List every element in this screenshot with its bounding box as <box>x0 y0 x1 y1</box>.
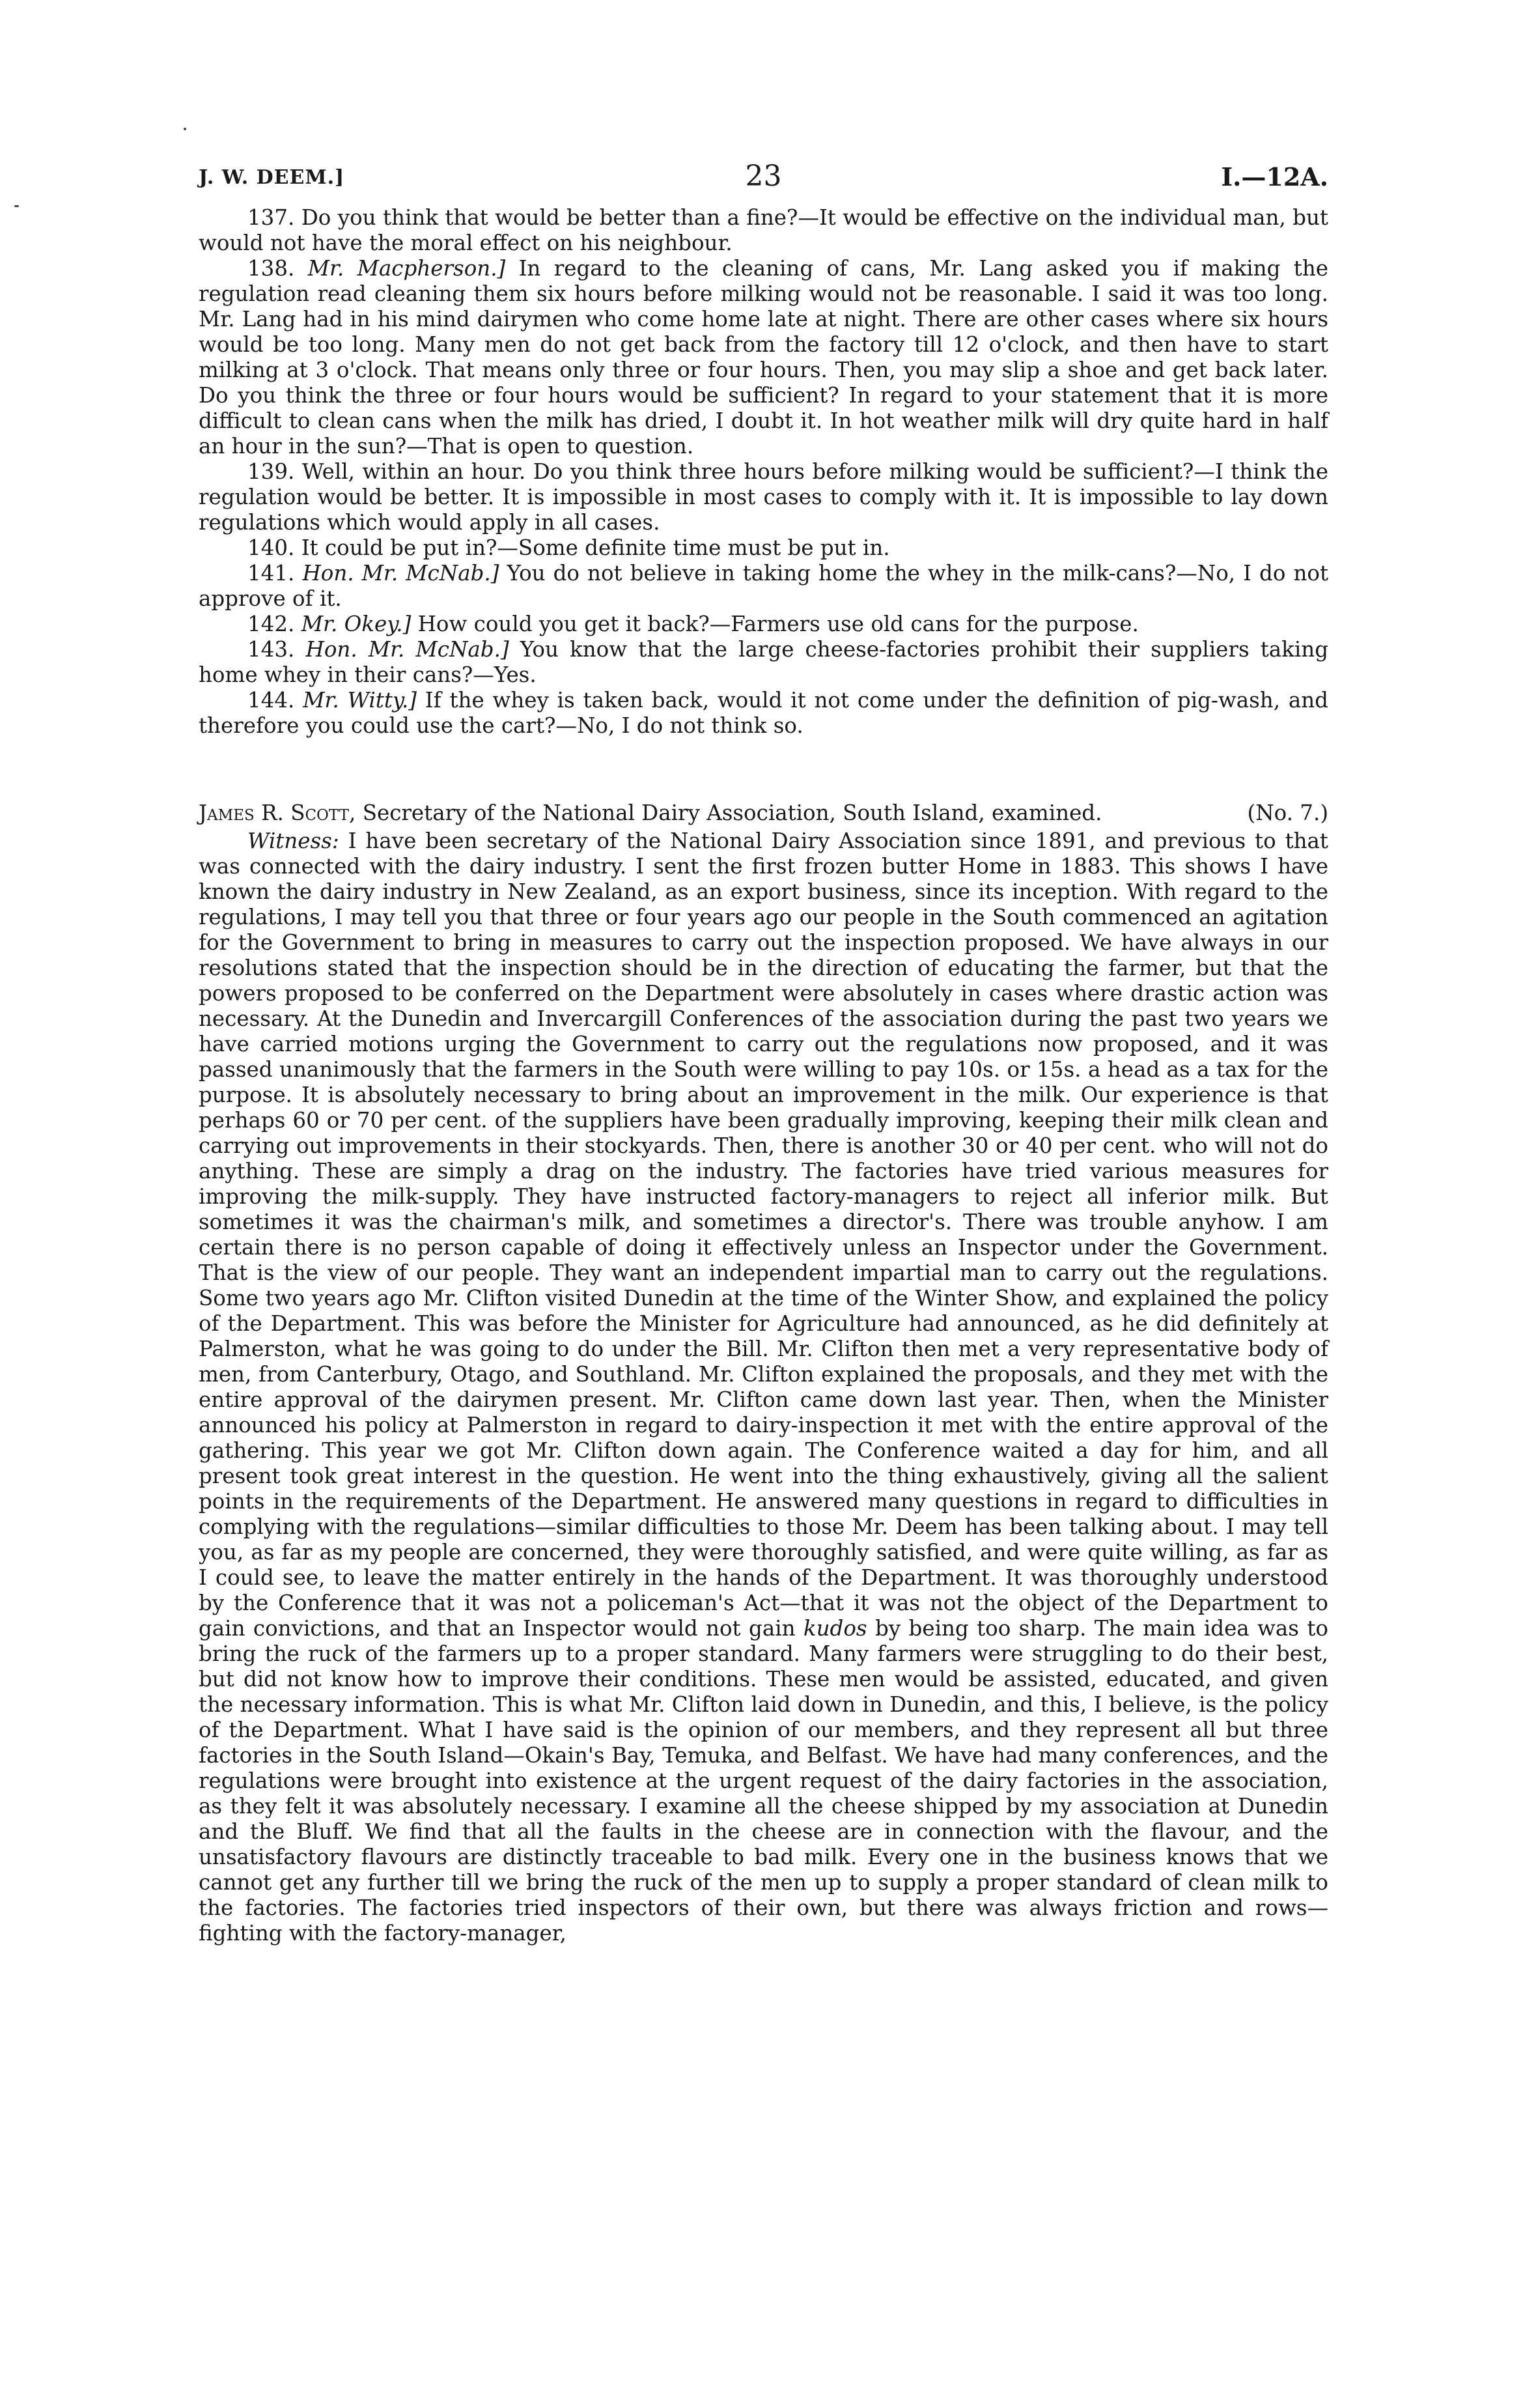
witness-title <box>199 800 1102 826</box>
qa-item <box>199 637 1328 688</box>
page-number: 23 <box>745 160 782 193</box>
qa-number: 142. <box>247 612 295 636</box>
qa-text: It could be put in?—Some definite time must be put in. <box>301 535 890 560</box>
witness-name: James R. Scott <box>199 800 350 825</box>
header-witness: J. W. DEEM.] <box>199 166 345 189</box>
qa-number: 144. <box>247 688 295 713</box>
question-answer-list <box>199 205 1328 739</box>
qa-number: 139. <box>247 459 295 484</box>
qa-item <box>199 612 1328 637</box>
qa-speaker: Mr. Macpherson.] <box>307 256 506 281</box>
statement-text: I have been secretary of the National Dairy Association since 1891, and previous to that was connected with the dairy industry. I sent the first frozen butter Home in 1883. This shows I have known the dairy industry in New Zealand, as an export business, since its inception. With regard to the regulations, I may tell you that three or four years ago our people in the South commenced an agitation for the Government to bring in measures to carry out the inspection proposed. We have always in our resolutions stated that the inspection should be in the direction of educating the farmer, but that the powers proposed to be conferred on the Department were absolutely in cases where drastic action was necessary. At the Dunedin and Invercargill Conferences of the association during the past two years we have carried motions urging the Government to carry out the regulations now proposed, and it was passed unanimously that the farmers in the South were willing to pay 10s. or 15s. a head as a tax for the purpose. It is absolutely necessary to bring about an improvement in the milk. Our experience is that perhaps 60 or 70 per cent. of the suppliers have been gradually improving, keeping their milk clean and carrying out improvements in their stockyards. Then, there is another 30 or 40 per cent. who will not do anything. These are simply a drag on the industry. The factories have tried various measures for improving the milk-supply. They have instructed factory-managers to reject all inferior milk. But sometimes it was the chairman's milk, and sometimes a director's. There was trouble anyhow. I am certain there is no person capable of doing it effectively unless an Inspector under the Government. That is the view of our people. They want an independent impartial man to carry out the regulations. Some two years ago Mr. Clifton visited Dunedin at the time of the Winter Show, and explained the policy of the Department. This was before the Minister for Agriculture had announced, as he did definitely at Palmerston, what he was going to do under the Bill. Mr. Clifton then met a very representative body of men, from Canterbury, Otago, and Southland. Mr. Clifton explained the proposals, and they met with the entire approval of the dairymen present. Mr. Clifton came down last year. Then, when the Minister announced his policy at Palmerston in regard to dairy-inspection it met with the entire approval of the gathering. This year we got Mr. Clifton down again. The Conference waited a day for him, and all present took great interest in the question. He went into the thing exhaustively, giving all the salient points in the requirements of the Department. He answered many questions in regard to difficulties in complying with the regulations—similar difficulties to those Mr. Deem has been talking about. I may tell you, as far as my people are concerned, they were thoroughly satisfied, and were quite willing, as far as I could see, to leave the matter entirely in the hands of the Department. It was thoroughly understood by the Conference that it was not a policeman's Act—that it was not the object of the Department to gain convictions, and that an Inspector would not gain <box>199 829 1328 1641</box>
qa-text: Do you think that would be better than a fine?—It would be effective on the individual man, but would not have the moral effect on his neighbour. <box>199 205 1328 255</box>
header-reference: I.—12A. <box>1221 162 1328 191</box>
running-header <box>199 160 1328 205</box>
qa-text: You know that the large cheese-factories prohibit their suppliers taking home whey in their cans?—Yes. <box>199 637 1329 687</box>
section-gap <box>199 739 1328 800</box>
qa-item <box>199 688 1328 739</box>
statement-text-continued: by being too sharp. The main idea was to bring the ruck of the farmers up to a proper standard. Many farmers were struggling to do their best, but did not know how to improve their conditions. These men would be assisted, educated, and given the necessary information. This is what Mr. Clifton laid down in Dunedin, and this, I believe, is the policy of the Department. What I have said is the opinion of our members, and they represent all but three factories in the South Island—Okain's Bay, Temuka, and Belfast. We have had many conferences, and the regulations were brought into existence at the urgent request of the dairy factories in the association, as they felt it was absolutely necessary. I examine all the cheese shipped by my association at Dunedin and the Bluff. We find that all the faults in the cheese are in connection with the flavour, and the unsatisfactory flavours are distinctly traceable to bad milk. Every one in the business knows that we cannot get any further till we bring the ruck of the men up to supply a proper standard of clean milk to the factories. The factories tried inspectors of their own, but there was always friction and rows—fighting with the factory-manager, <box>199 1616 1328 1946</box>
qa-item <box>199 459 1328 535</box>
qa-item <box>199 535 1328 561</box>
qa-item <box>199 561 1328 612</box>
qa-text: Well, within an hour. Do you think three hours before milking would be sufficient?—I think the regulation would be better. It is impossible in most cases to comply with it. It is impossible to lay down regulations which would apply in all cases. <box>199 459 1328 535</box>
qa-number: 140. <box>247 535 295 560</box>
qa-text: If the whey is taken back, would it not come under the definition of pig-wash, and therefore you could use the cart?—No, I do not think so. <box>199 688 1328 738</box>
qa-text: How could you get it back?—Farmers use old cans for the purpose. <box>417 612 1139 636</box>
witness-statement <box>199 829 1328 1946</box>
witness-number: (No. 7.) <box>1247 800 1328 825</box>
qa-speaker: Hon. Mr. McNab.] <box>305 637 509 662</box>
qa-speaker: Mr. Okey.] <box>301 612 412 636</box>
qa-number: 138. <box>247 256 295 281</box>
margin-mark <box>184 128 186 130</box>
margin-mark <box>14 205 19 207</box>
qa-item <box>199 205 1328 256</box>
qa-speaker: Mr. Witty.] <box>303 688 417 713</box>
witness-label: Witness: <box>247 829 339 853</box>
qa-number: 137. <box>247 205 295 230</box>
qa-item <box>199 256 1328 459</box>
qa-text: You do not believe in taking home the whey in the milk-cans?—No, I do not approve of it. <box>199 561 1329 611</box>
document-page <box>199 160 1328 1946</box>
qa-number: 143. <box>247 637 295 662</box>
qa-number: 141. <box>247 561 295 586</box>
qa-text: In regard to the cleaning of cans, Mr. Lang asked you if making the regulation read cleaning them six hours before milking would not be reasonable. I said it was too long. Mr. Lang had in his mind dairymen who come home late at night. There are other cases where six hours would be too long. Many men do not get back from the factory till 12 o'clock, and then have to start milking at 3 o'clock. That means only three or four hours. Then, you may slip a shoe and get back later. Do you think the three or four hours would be sufficient? In regard to your statement that it is more difficult to clean cans when the milk has dried, I doubt it. In hot weather milk will dry quite hard in half an hour in the sun?—That is open to question. <box>199 256 1328 459</box>
qa-speaker: Hon. Mr. McNab.] <box>302 561 499 586</box>
witness-description: , Secretary of the National Dairy Association, South Island, examined. <box>349 800 1102 825</box>
kudos-word: kudos <box>803 1616 867 1641</box>
witness-heading <box>199 800 1328 826</box>
